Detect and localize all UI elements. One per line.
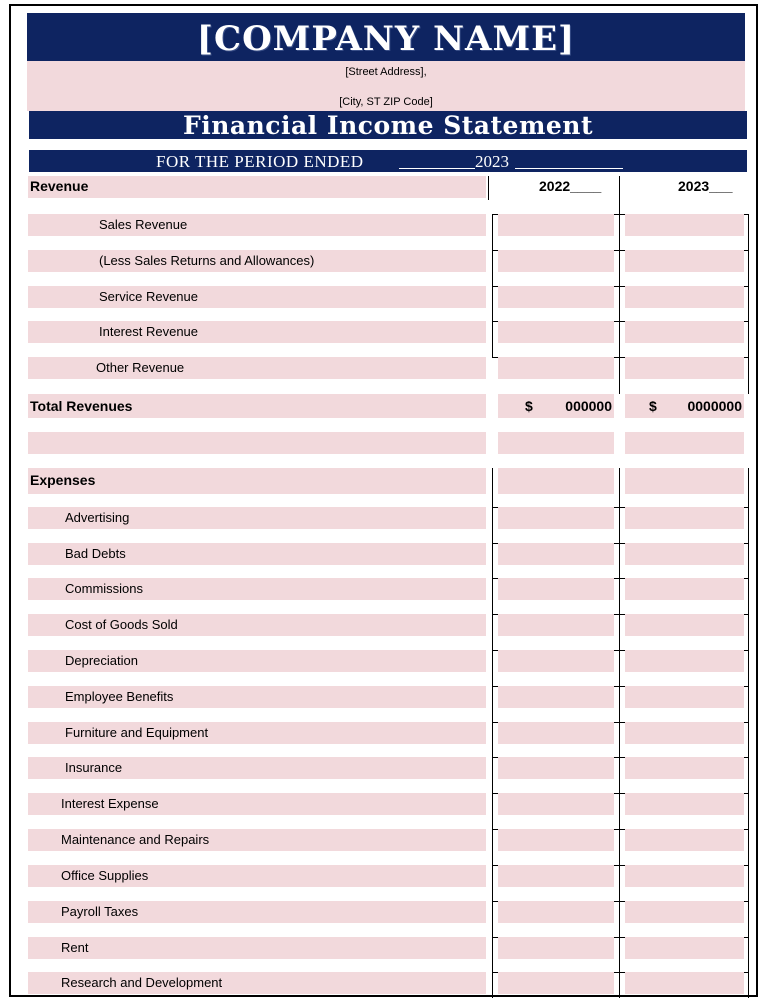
expense-row: [28, 578, 748, 600]
header-label-cell: [28, 176, 486, 198]
year-1-cell[interactable]: [498, 214, 614, 236]
year-1-cell[interactable]: [498, 865, 614, 887]
expense-item-label: Advertising: [28, 507, 486, 529]
revenue-item-label: Sales Revenue: [28, 214, 486, 236]
year-2-cell[interactable]: [625, 829, 744, 851]
expense-row: [28, 937, 748, 959]
address-block: [27, 61, 745, 111]
year-1-cell[interactable]: [498, 578, 614, 600]
revenue-item-label: Service Revenue: [28, 286, 486, 308]
year-1-cell[interactable]: [498, 829, 614, 851]
expense-item-label: Interest Expense: [28, 793, 486, 815]
year-1-cell[interactable]: [498, 650, 614, 672]
total-revenues-row: [28, 394, 748, 418]
year-2-cell[interactable]: [625, 250, 744, 272]
revenue-row: [28, 321, 748, 343]
year-1-cell[interactable]: [498, 757, 614, 779]
expense-item-label: Depreciation: [28, 650, 486, 672]
year-1-heading: 2022____: [539, 178, 602, 194]
year-1-cell[interactable]: [498, 686, 614, 708]
expense-row: [28, 865, 748, 887]
year-2-cell[interactable]: [625, 286, 744, 308]
expense-row: [28, 972, 748, 994]
year-2-cell[interactable]: [625, 578, 744, 600]
currency-symbol: $: [649, 398, 657, 414]
expense-item-label: Furniture and Equipment: [28, 722, 486, 744]
expense-row: [28, 757, 748, 779]
year-1-cell[interactable]: [498, 468, 614, 494]
expense-item-label: Cost of Goods Sold: [28, 614, 486, 636]
city-state-zip: [City, ST ZIP Code]: [339, 96, 433, 108]
year-2-cell[interactable]: [625, 357, 744, 379]
street-address: [Street Address],: [345, 66, 427, 78]
year-1-cell[interactable]: [498, 321, 614, 343]
year-2-cell[interactable]: [625, 865, 744, 887]
expense-item-label: Insurance: [28, 757, 486, 779]
year-1-cell[interactable]: [498, 937, 614, 959]
total-amount-year-2: 0000000: [687, 398, 742, 414]
year-2-cell[interactable]: [625, 214, 744, 236]
year-2-cell[interactable]: [625, 614, 744, 636]
expense-row: [28, 829, 748, 851]
grid-line: [748, 468, 749, 998]
year-2-cell[interactable]: [625, 507, 744, 529]
period-bar: [29, 150, 747, 172]
expenses-heading-row: [28, 468, 748, 494]
year-2-cell[interactable]: [625, 686, 744, 708]
year-2-cell[interactable]: [625, 901, 744, 923]
year-1-cell[interactable]: [498, 614, 614, 636]
year-1-cell[interactable]: [498, 286, 614, 308]
year-2-cell[interactable]: [625, 937, 744, 959]
year-1-cell[interactable]: [498, 722, 614, 744]
year-2-cell[interactable]: [625, 468, 744, 494]
year-1-cell[interactable]: [498, 901, 614, 923]
revenue-row: [28, 357, 748, 379]
expense-item-label: Research and Development: [28, 972, 486, 994]
statement-title: Financial Income Statement: [29, 111, 747, 139]
year-1-cell[interactable]: [498, 250, 614, 272]
expense-row: [28, 686, 748, 708]
column-header-row: [28, 176, 748, 198]
total-year-2-cell[interactable]: [625, 394, 744, 418]
year-2-cell[interactable]: [625, 543, 744, 565]
year-1-cell[interactable]: [498, 793, 614, 815]
currency-symbol: $: [525, 398, 533, 414]
blank-label: [28, 432, 486, 454]
year-2-cell[interactable]: [625, 432, 744, 454]
year-1-cell[interactable]: [498, 507, 614, 529]
year-1-cell[interactable]: [498, 357, 614, 379]
period-year: 2023: [475, 152, 509, 171]
expense-row: [28, 793, 748, 815]
revenue-item-label: (Less Sales Returns and Allowances): [28, 250, 486, 272]
total-amount-year-1: 000000: [565, 398, 612, 414]
year-2-cell[interactable]: [625, 757, 744, 779]
expense-row: [28, 650, 748, 672]
revenue-row: [28, 250, 748, 272]
period-label: FOR THE PERIOD ENDED: [156, 152, 364, 171]
expenses-heading: Expenses: [28, 468, 486, 494]
year-2-heading: 2023___: [678, 178, 733, 194]
year-1-cell[interactable]: [498, 543, 614, 565]
total-year-1-cell[interactable]: [498, 394, 614, 418]
expense-row: [28, 901, 748, 923]
period-blank-2: [515, 150, 623, 169]
year-2-cell[interactable]: [625, 722, 744, 744]
expense-item-label: Rent: [28, 937, 486, 959]
year-2-cell[interactable]: [625, 972, 744, 994]
year-2-cell[interactable]: [625, 650, 744, 672]
revenue-heading: Revenue: [30, 178, 89, 194]
grid-line: [488, 176, 489, 200]
expense-item-label: Employee Benefits: [28, 686, 486, 708]
year-1-cell[interactable]: [498, 972, 614, 994]
grid-line: [619, 176, 620, 216]
year-2-cell[interactable]: [625, 793, 744, 815]
expense-row: [28, 507, 748, 529]
revenue-item-label: Interest Revenue: [28, 321, 486, 343]
grid-line: [748, 214, 749, 394]
expense-row: [28, 722, 748, 744]
expense-row: [28, 543, 748, 565]
expense-item-label: Commissions: [28, 578, 486, 600]
expense-item-label: Bad Debts: [28, 543, 486, 565]
year-2-cell[interactable]: [625, 321, 744, 343]
expense-item-label: Maintenance and Repairs: [28, 829, 486, 851]
year-1-cell[interactable]: [498, 432, 614, 454]
blank-row: [28, 432, 748, 454]
revenue-row: [28, 286, 748, 308]
total-revenues-label: Total Revenues: [28, 394, 486, 418]
expense-item-label: Payroll Taxes: [28, 901, 486, 923]
expense-item-label: Office Supplies: [28, 865, 486, 887]
revenue-row: [28, 214, 748, 236]
period-blank-1: [399, 150, 475, 169]
expense-row: [28, 614, 748, 636]
revenue-item-label: Other Revenue: [28, 357, 486, 379]
company-name: [COMPANY NAME]: [27, 13, 745, 61]
